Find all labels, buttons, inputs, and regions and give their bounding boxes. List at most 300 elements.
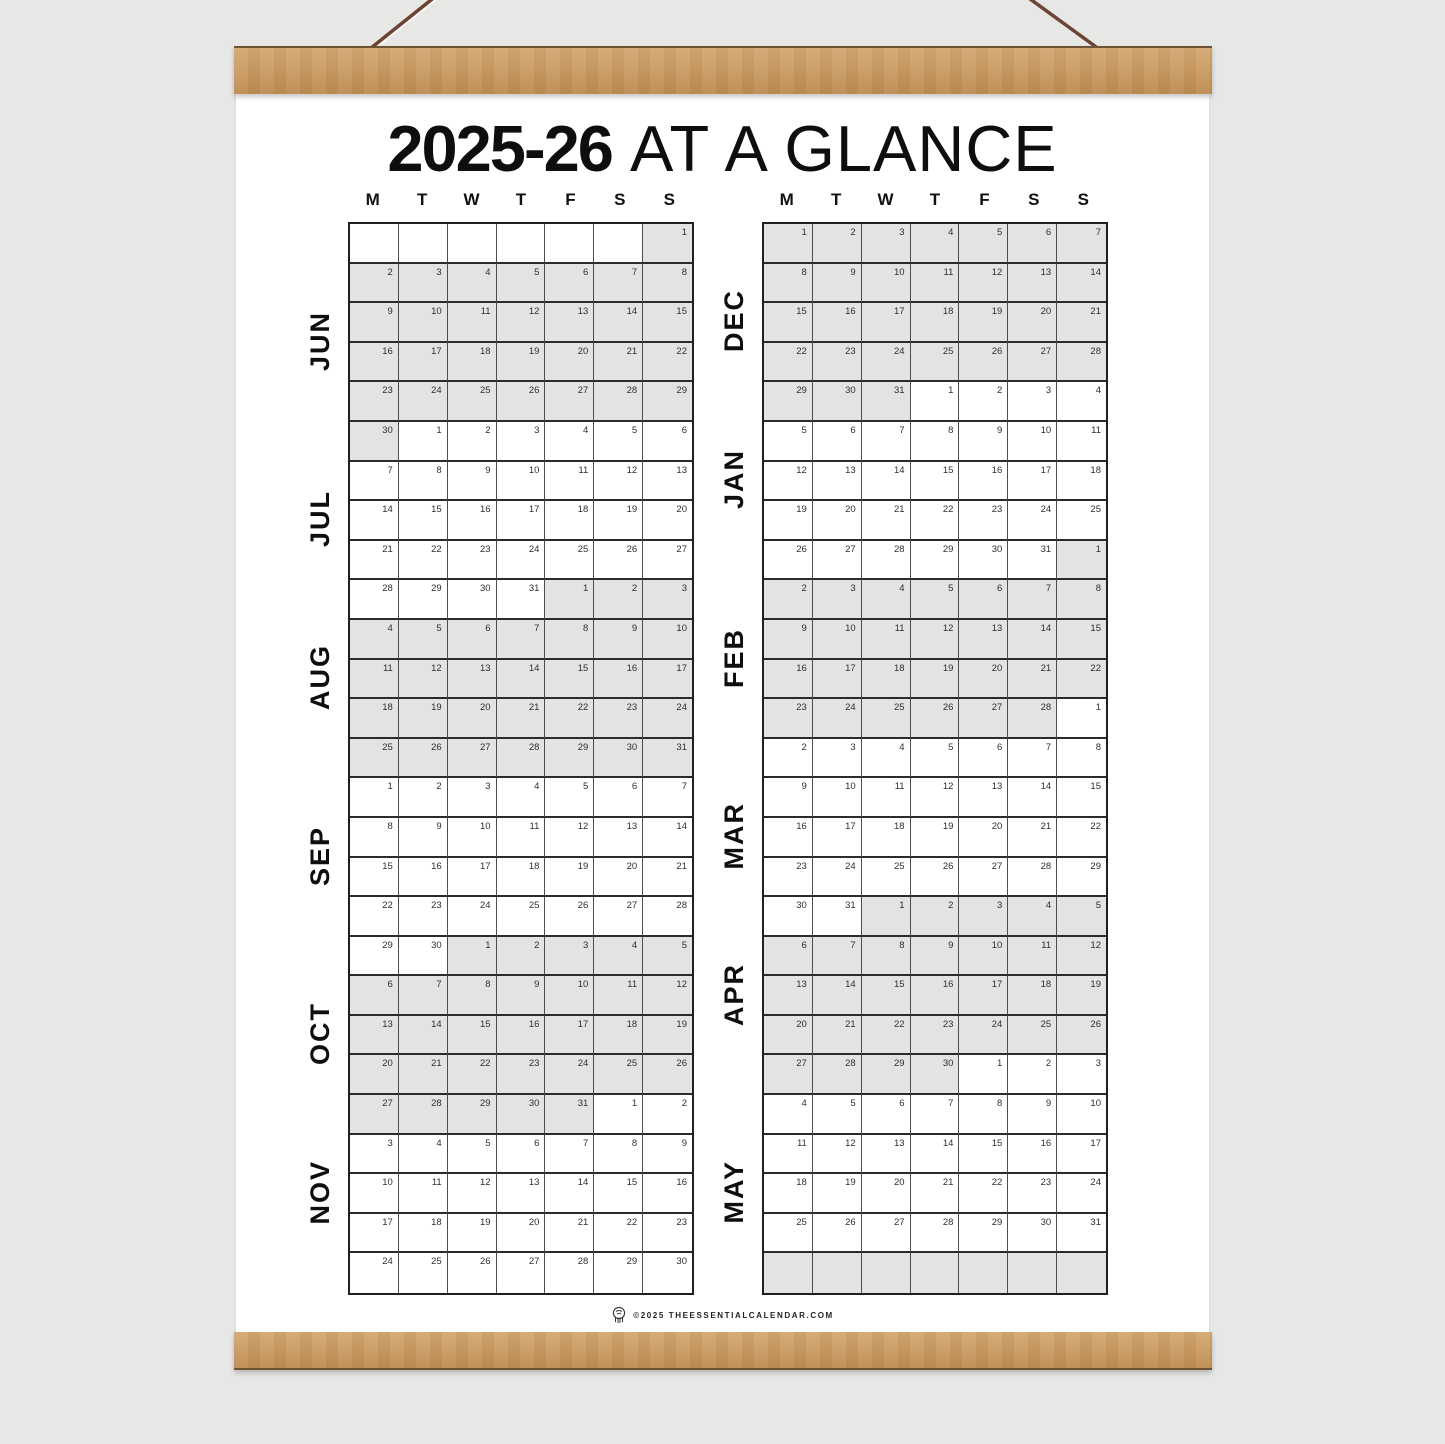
day-number: 9	[1045, 1098, 1052, 1110]
day-number: 26	[942, 702, 954, 714]
day-number: 25	[1090, 504, 1101, 516]
day-number: 18	[1040, 979, 1052, 991]
day-number: 5	[850, 1098, 856, 1110]
day-number: 14	[1040, 622, 1052, 634]
day-number: 8	[899, 939, 905, 951]
day-cell	[1057, 1174, 1106, 1214]
day-cell	[545, 224, 594, 264]
day-number: 29	[991, 1216, 1003, 1228]
day-cell	[594, 541, 643, 581]
day-number: 19	[845, 1177, 856, 1189]
day-cell	[350, 382, 399, 422]
day-number: 20	[577, 345, 589, 357]
day-number: 25	[942, 345, 954, 357]
day-cell	[350, 1055, 399, 1095]
day-number: 4	[534, 781, 540, 793]
day-cell	[813, 660, 862, 700]
title-year: 2025-26	[387, 112, 612, 185]
day-cell	[643, 778, 692, 818]
day-cell	[862, 858, 911, 898]
day-cell	[497, 1214, 546, 1254]
day-number: 31	[845, 900, 856, 912]
day-cell	[1057, 778, 1106, 818]
day-cell	[862, 660, 911, 700]
day-number: 19	[528, 345, 540, 357]
day-cell	[813, 818, 862, 858]
day-number: 30	[626, 741, 638, 753]
day-number: 18	[479, 345, 491, 357]
day-number: 14	[1090, 266, 1101, 278]
day-cell	[497, 620, 546, 660]
day-number: 3	[1095, 1058, 1101, 1070]
day-cell	[350, 739, 399, 779]
day-number: 29	[479, 1098, 491, 1110]
day-number: 5	[801, 424, 807, 436]
day-number	[1057, 1253, 1106, 1256]
day-cell	[862, 501, 911, 541]
day-cell	[448, 660, 497, 700]
day-number: 21	[431, 1058, 442, 1070]
day-cell	[911, 897, 960, 937]
day-cell	[448, 937, 497, 977]
day-cell	[764, 1214, 813, 1254]
day-cell	[545, 422, 594, 462]
day-number: 15	[431, 504, 442, 516]
day-cell	[350, 343, 399, 383]
day-number: 17	[431, 345, 442, 357]
day-number: 22	[676, 345, 687, 357]
day-cell	[764, 778, 813, 818]
day-number: 9	[850, 266, 856, 278]
day-cell	[1008, 699, 1057, 739]
day-number: 21	[893, 504, 905, 516]
day-number: 4	[582, 424, 589, 436]
day-cell	[497, 303, 546, 343]
day-number: 12	[577, 820, 589, 832]
day-cell	[545, 382, 594, 422]
day-cell	[448, 343, 497, 383]
day-cell	[545, 1016, 594, 1056]
day-number: 7	[899, 424, 905, 436]
day-cell	[399, 778, 448, 818]
day-cell	[959, 699, 1008, 739]
day-cell	[545, 1095, 594, 1135]
day-cell	[764, 224, 813, 264]
day-cell	[813, 1055, 862, 1095]
day-cell	[594, 660, 643, 700]
day-number: 21	[676, 860, 687, 872]
day-number: 26	[845, 1216, 856, 1228]
day-number: 24	[577, 1058, 589, 1070]
day-cell	[399, 660, 448, 700]
day-number: 14	[845, 979, 856, 991]
day-cell	[813, 382, 862, 422]
day-cell	[350, 264, 399, 304]
day-cell	[497, 382, 546, 422]
day-cell	[399, 1095, 448, 1135]
day-cell	[643, 660, 692, 700]
day-cell	[911, 501, 960, 541]
day-number: 21	[1040, 820, 1052, 832]
day-number: 7	[582, 1137, 589, 1149]
day-cell	[911, 858, 960, 898]
day-number: 12	[942, 622, 954, 634]
day-number: 10	[1040, 424, 1052, 436]
day-cell	[350, 778, 399, 818]
day-number: 21	[626, 345, 638, 357]
day-cell	[643, 1174, 692, 1214]
day-cell	[497, 1055, 546, 1095]
day-number: 11	[578, 464, 589, 476]
day-number: 12	[991, 266, 1003, 278]
day-number: 6	[996, 583, 1003, 595]
day-number: 16	[676, 1177, 687, 1189]
day-number: 20	[991, 820, 1003, 832]
day-number: 8	[1095, 741, 1101, 753]
day-cell	[1008, 462, 1057, 502]
day-number: 23	[528, 1058, 540, 1070]
day-cell	[594, 1174, 643, 1214]
day-cell	[1008, 1174, 1057, 1214]
day-number: 1	[948, 385, 954, 397]
day-cell	[959, 858, 1008, 898]
day-cell	[545, 1135, 594, 1175]
day-number	[448, 224, 496, 227]
day-cell	[643, 422, 692, 462]
day-cell	[545, 303, 594, 343]
day-cell	[1008, 620, 1057, 660]
day-number: 7	[436, 979, 442, 991]
day-cell	[764, 937, 813, 977]
day-cell	[813, 1174, 862, 1214]
day-cell	[1008, 224, 1057, 264]
day-cell	[1057, 541, 1106, 581]
day-number: 19	[991, 306, 1003, 318]
day-number: 2	[436, 781, 442, 793]
day-header: S	[1077, 190, 1089, 209]
day-cell	[497, 1174, 546, 1214]
day-number: 1	[631, 1098, 638, 1110]
day-header: T	[416, 190, 428, 209]
day-number: 28	[1040, 860, 1052, 872]
day-number: 6	[534, 1137, 540, 1149]
day-cell	[497, 976, 546, 1016]
day-cell	[350, 976, 399, 1016]
day-number: 9	[996, 424, 1003, 436]
day-number: 11	[894, 622, 905, 634]
day-cell	[1008, 660, 1057, 700]
day-cell	[643, 897, 692, 937]
day-cell	[399, 699, 448, 739]
page-title	[236, 112, 1209, 186]
day-cell	[813, 897, 862, 937]
day-cell	[862, 462, 911, 502]
day-cell	[1008, 937, 1057, 977]
day-number: 26	[479, 1256, 491, 1268]
day-number: 26	[942, 860, 954, 872]
day-number: 15	[382, 860, 393, 872]
day-cell	[545, 1253, 594, 1293]
day-cell	[1008, 1214, 1057, 1254]
day-cell	[399, 541, 448, 581]
day-cell	[862, 224, 911, 264]
day-cell	[959, 778, 1008, 818]
day-number: 21	[1040, 662, 1052, 674]
day-number: 29	[577, 741, 589, 753]
day-number: 27	[577, 385, 589, 397]
day-cell	[545, 620, 594, 660]
day-number: 17	[382, 1216, 393, 1228]
day-number: 31	[893, 385, 905, 397]
day-number: 16	[431, 860, 442, 872]
day-cell	[594, 1055, 643, 1095]
day-cell	[862, 264, 911, 304]
day-number: 26	[431, 741, 442, 753]
day-cell	[448, 1174, 497, 1214]
day-number: 3	[850, 583, 856, 595]
day-number: 23	[845, 345, 856, 357]
day-cell	[911, 224, 960, 264]
day-number: 3	[850, 741, 856, 753]
day-of-week-header	[348, 190, 694, 214]
day-cell	[911, 303, 960, 343]
day-cell	[399, 264, 448, 304]
day-cell	[545, 541, 594, 581]
day-number: 27	[479, 741, 491, 753]
day-cell	[594, 699, 643, 739]
day-cell	[399, 462, 448, 502]
day-number: 24	[382, 1256, 393, 1268]
day-number: 12	[1090, 939, 1101, 951]
day-cell	[594, 858, 643, 898]
day-number: 3	[899, 227, 905, 238]
day-cell	[1008, 897, 1057, 937]
day-number: 6	[996, 741, 1003, 753]
day-number: 12	[626, 464, 638, 476]
day-cell	[399, 976, 448, 1016]
day-cell	[959, 580, 1008, 620]
day-number: 15	[479, 1018, 491, 1030]
day-cell	[643, 620, 692, 660]
day-cell	[448, 699, 497, 739]
day-cell	[959, 462, 1008, 502]
day-number: 8	[436, 464, 442, 476]
day-number: 16	[796, 662, 807, 674]
day-cell	[350, 1174, 399, 1214]
day-cell	[399, 937, 448, 977]
day-number: 12	[676, 979, 687, 991]
day-number: 24	[893, 345, 905, 357]
day-cell	[594, 897, 643, 937]
day-cell	[643, 739, 692, 779]
day-number: 31	[528, 583, 540, 595]
day-cell	[959, 382, 1008, 422]
day-cell	[1057, 264, 1106, 304]
day-number: 6	[801, 939, 807, 951]
day-number: 18	[1090, 464, 1101, 476]
day-cell	[959, 343, 1008, 383]
footer-credit	[236, 1304, 1209, 1326]
day-number: 31	[577, 1098, 589, 1110]
day-number: 1	[899, 900, 905, 912]
day-number: 2	[850, 227, 856, 238]
day-number: 1	[387, 781, 393, 793]
day-number: 7	[631, 266, 638, 278]
day-cell	[350, 224, 399, 264]
day-number	[594, 224, 642, 227]
day-number: 28	[942, 1216, 954, 1228]
day-number: 2	[801, 583, 807, 595]
day-number: 13	[382, 1018, 393, 1030]
day-number: 20	[1040, 306, 1052, 318]
day-number: 26	[676, 1058, 687, 1070]
day-number: 15	[991, 1137, 1003, 1149]
day-number: 27	[382, 1098, 393, 1110]
day-number: 25	[577, 543, 589, 555]
day-number: 14	[528, 662, 540, 674]
day-cell	[399, 382, 448, 422]
day-cell	[862, 1135, 911, 1175]
day-cell	[350, 858, 399, 898]
day-number: 2	[801, 741, 807, 753]
day-number: 30	[1040, 1216, 1052, 1228]
day-number: 26	[991, 345, 1003, 357]
day-cell	[911, 580, 960, 620]
day-number: 17	[991, 979, 1003, 991]
day-cell	[862, 1214, 911, 1254]
day-cell	[545, 699, 594, 739]
day-cell	[399, 422, 448, 462]
day-number: 18	[577, 504, 589, 516]
day-cell	[399, 858, 448, 898]
day-cell	[764, 264, 813, 304]
day-cell	[1057, 660, 1106, 700]
day-number: 29	[893, 1058, 905, 1070]
day-header: T	[515, 190, 527, 209]
day-number: 4	[948, 227, 954, 238]
day-cell	[545, 897, 594, 937]
day-number: 16	[991, 464, 1003, 476]
day-cell	[497, 699, 546, 739]
day-number: 8	[996, 1098, 1003, 1110]
day-cell	[813, 858, 862, 898]
day-number: 28	[431, 1098, 442, 1110]
day-cell	[813, 1135, 862, 1175]
day-cell	[350, 937, 399, 977]
day-cell	[813, 976, 862, 1016]
day-number: 16	[626, 662, 638, 674]
day-cell	[1057, 224, 1106, 264]
day-cell	[399, 343, 448, 383]
day-cell	[497, 660, 546, 700]
day-cell	[959, 976, 1008, 1016]
day-number: 27	[676, 543, 687, 555]
day-number: 5	[631, 424, 638, 436]
month-label-jul: JUL	[304, 490, 335, 548]
day-cell	[862, 739, 911, 779]
day-cell	[399, 1253, 448, 1293]
day-number: 9	[534, 979, 540, 991]
day-cell	[448, 778, 497, 818]
day-cell	[1008, 976, 1057, 1016]
day-number: 21	[1090, 306, 1101, 318]
day-cell	[545, 739, 594, 779]
day-cell	[959, 818, 1008, 858]
day-number: 27	[528, 1256, 540, 1268]
day-number: 4	[801, 1098, 807, 1110]
day-cell	[643, 264, 692, 304]
day-number: 31	[1090, 1216, 1101, 1228]
day-cell	[1057, 580, 1106, 620]
day-cell	[497, 897, 546, 937]
day-number: 6	[485, 622, 491, 634]
day-cell	[813, 1095, 862, 1135]
day-number: 28	[1040, 702, 1052, 714]
day-cell	[813, 1214, 862, 1254]
day-cell	[862, 897, 911, 937]
day-number: 9	[681, 1137, 687, 1149]
day-number: 16	[942, 979, 954, 991]
day-number: 13	[845, 464, 856, 476]
day-number: 22	[1090, 662, 1101, 674]
day-cell	[1057, 1016, 1106, 1056]
day-number: 2	[534, 939, 540, 951]
day-number: 13	[676, 464, 687, 476]
day-cell	[911, 660, 960, 700]
day-number: 22	[991, 1177, 1003, 1189]
day-cell	[911, 699, 960, 739]
day-number: 27	[991, 702, 1003, 714]
day-cell	[862, 1095, 911, 1135]
day-cell	[911, 1016, 960, 1056]
day-number: 26	[577, 900, 589, 912]
day-cell	[959, 937, 1008, 977]
day-header: M	[365, 190, 380, 209]
day-cell	[497, 224, 546, 264]
day-number: 10	[431, 306, 442, 318]
day-header: F	[979, 190, 990, 209]
day-number: 11	[796, 1137, 807, 1149]
day-cell	[862, 1174, 911, 1214]
day-cell	[959, 1174, 1008, 1214]
day-number: 13	[479, 662, 491, 674]
day-cell	[399, 1135, 448, 1175]
day-cell	[813, 422, 862, 462]
day-number: 17	[676, 662, 687, 674]
day-number: 21	[577, 1216, 589, 1228]
day-cell	[764, 976, 813, 1016]
day-cell	[448, 1214, 497, 1254]
day-cell	[1057, 382, 1106, 422]
day-number: 23	[942, 1018, 954, 1030]
day-cell	[497, 1095, 546, 1135]
day-number: 12	[528, 306, 540, 318]
day-number	[813, 1253, 861, 1256]
month-label-dec: DEC	[718, 289, 749, 353]
day-header: T	[929, 190, 941, 209]
day-cell	[911, 1214, 960, 1254]
day-number: 9	[387, 306, 393, 318]
day-number: 17	[479, 860, 491, 872]
day-number: 30	[676, 1256, 687, 1268]
day-number: 27	[845, 543, 856, 555]
day-number: 11	[529, 820, 540, 832]
day-number: 11	[627, 979, 638, 991]
day-number: 8	[1095, 583, 1101, 595]
day-number: 18	[893, 662, 905, 674]
day-number: 29	[431, 583, 442, 595]
day-cell	[1008, 1253, 1057, 1293]
